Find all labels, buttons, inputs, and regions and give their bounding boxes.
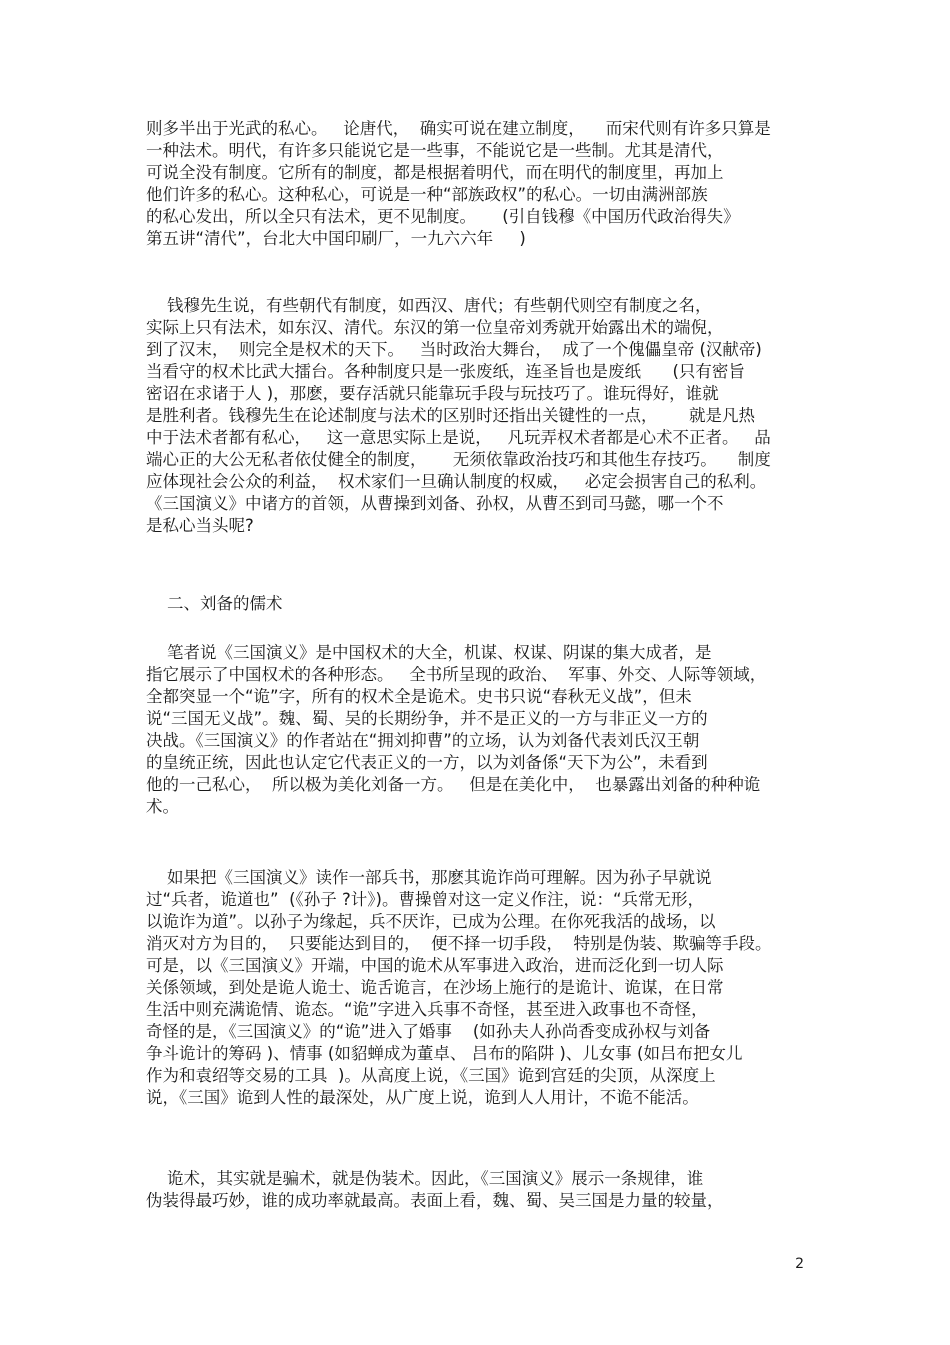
text-line: 以诡诈为道”。以孙子为缘起，兵不厌诈，已成为公理。在你死我活的战场，以 bbox=[146, 912, 716, 931]
text-line: 争斗诡计的筹码 )、情事 (如貂蝉成为董卓、 吕布的陷阱 )、儿女事 (如吕布把女儿 bbox=[146, 1044, 743, 1063]
text-line: 的皇统正统，因此也认定它代表正义的一方，以为刘备係“天下为公”，未看到 bbox=[146, 753, 708, 772]
paragraph-qian-mu-quote bbox=[146, 118, 826, 250]
text-line: 他们许多的私心。这种私心，可说是一种“部族政权”的私心。一切由满洲部族 bbox=[146, 185, 708, 204]
text-line: 关係领域，到处是诡人诡士、诡舌诡言，在沙场上施行的是诡计、诡谋，在日常 bbox=[146, 978, 724, 997]
section-heading bbox=[146, 593, 826, 615]
text-line: 他的一己私心， 所以极为美化刘备一方。 但是在美化中， 也暴露出刘备的种种诡 bbox=[146, 775, 761, 794]
text-line: 则多半出于光武的私心。 论唐代， 确实可说在建立制度， 而宋代则有许多只算是 bbox=[146, 119, 771, 138]
text-line: 钱穆先生说，有些朝代有制度，如西汉、唐代；有些朝代则空有制度之名， bbox=[146, 296, 712, 315]
text-line: 决战。《三国演义》的作者站在“拥刘抑曹”的立场，认为刘备代表刘氏汉王朝 bbox=[146, 731, 700, 750]
text-line: 笔者说《三国演义》是中国权术的大全，机谋、权谋、阴谋的集大成者，是 bbox=[146, 643, 712, 662]
text-line: 指它展示了中国权术的各种形态。 全书所呈现的政治、 军事、外交、人际等领域， bbox=[146, 665, 767, 684]
text-line: 第五讲“清代”，台北大中国印刷厂，一九六六年 ) bbox=[146, 229, 526, 248]
paragraph-disguise bbox=[146, 1168, 826, 1212]
text-line: 作为和袁绍等交易的工具 )。从高度上说，《三国》诡到宫廷的尖顶，从深度上 bbox=[146, 1066, 716, 1085]
paragraph-qian-mu-commentary bbox=[146, 295, 826, 537]
text-line: 过“兵者，诡道也” (《孙子 ?计》)。曹操曾对这一定义作注，说：“兵常无形， bbox=[146, 890, 705, 909]
text-line: 术。 bbox=[146, 797, 179, 816]
text-line: 当看守的权术比武大擂台。各种制度只是一张废纸，连圣旨也是废纸 (只有密旨 bbox=[146, 362, 745, 381]
text-line: 可是，以《三国演义》开端，中国的诡术从军事进入政治，进而泛化到一切人际 bbox=[146, 956, 724, 975]
text-line: 说“三国无义战”。魏、蜀、吴的长期纷争，并不是正义的一方与非正义一方的 bbox=[146, 709, 708, 728]
text-line: 一种法术。明代，有许多只能说它是一些事，不能说它是一些制。尤其是清代， bbox=[146, 141, 724, 160]
text-line: 全都突显一个“诡”字，所有的权术全是诡术。史书只说“春秋无义战”，但未 bbox=[146, 687, 692, 706]
text-line: 应体现社会公众的利益， 权术家们一旦确认制度的权威， 必定会损害自己的私利。 bbox=[146, 472, 767, 491]
section-title: 二、刘备的儒术 bbox=[146, 594, 283, 613]
paragraph-power-tactics bbox=[146, 642, 826, 818]
text-line: 奇怪的是，《三国演义》的“诡”进入了婚事 (如孙夫人孙尚香变成孙权与刘备 bbox=[146, 1022, 711, 1041]
text-line: 中于法术者都有私心， 这一意思实际上是说， 凡玩弄权术者都是心术不正者。 品 bbox=[146, 428, 771, 447]
text-line: 说，《三国》诡到人性的最深处，从广度上说，诡到人人用计，不诡不能活。 bbox=[146, 1088, 699, 1107]
text-line: 诡术，其实就是骗术，就是伪装术。因此，《三国演义》展示一条规律，谁 bbox=[146, 1169, 704, 1188]
text-line: 消灭对方为目的， 只要能达到目的， 便不择一切手段， 特别是伪装、欺骗等手段。 bbox=[146, 934, 772, 953]
text-line: 如果把《三国演义》读作一部兵书，那麽其诡诈尚可理解。因为孙子早就说 bbox=[146, 868, 712, 887]
text-line: 伪装得最巧妙，谁的成功率就最高。表面上看，魏、蜀、吴三国是力量的较量， bbox=[146, 1191, 724, 1210]
text-line: 实际上只有法术，如东汉、清代。东汉的第一位皇帝刘秀就开始露出术的端倪， bbox=[146, 318, 724, 337]
paragraph-military-deception bbox=[146, 867, 826, 1109]
text-line: 《三国演义》中诸方的首领，从曹操到刘备、孙权，从曹丕到司马懿，哪一个不 bbox=[146, 494, 724, 513]
text-line: 端心正的大公无私者依仗健全的制度， 无须依靠政治技巧和其他生存技巧。 制度 bbox=[146, 450, 771, 469]
page-number: 2 bbox=[795, 1256, 804, 1272]
text-line: 生活中则充满诡情、诡态。“诡”字进入兵事不奇怪，甚至进入政事也不奇怪， bbox=[146, 1000, 708, 1019]
text-line: 到了汉末， 则完全是权术的天下。 当时政治大舞台， 成了一个傀儡皇帝 (汉献帝) bbox=[146, 340, 762, 359]
text-line: 密诏在求诸于人 )，那麽，要存活就只能靠玩手段与玩技巧了。谁玩得好，谁就 bbox=[146, 384, 719, 403]
text-line: 可说全没有制度。它所有的制度，都是根据着明代，而在明代的制度里，再加上 bbox=[146, 163, 724, 182]
text-line: 是胜利者。钱穆先生在论述制度与法术的区别时还指出关键性的一点， 就是凡热 bbox=[146, 406, 755, 425]
text-line: 是私心当头呢? bbox=[146, 516, 254, 535]
text-line: 的私心发出，所以全只有法术，更不见制度。 (引自钱穆《中国历代政治得失》 bbox=[146, 207, 740, 226]
